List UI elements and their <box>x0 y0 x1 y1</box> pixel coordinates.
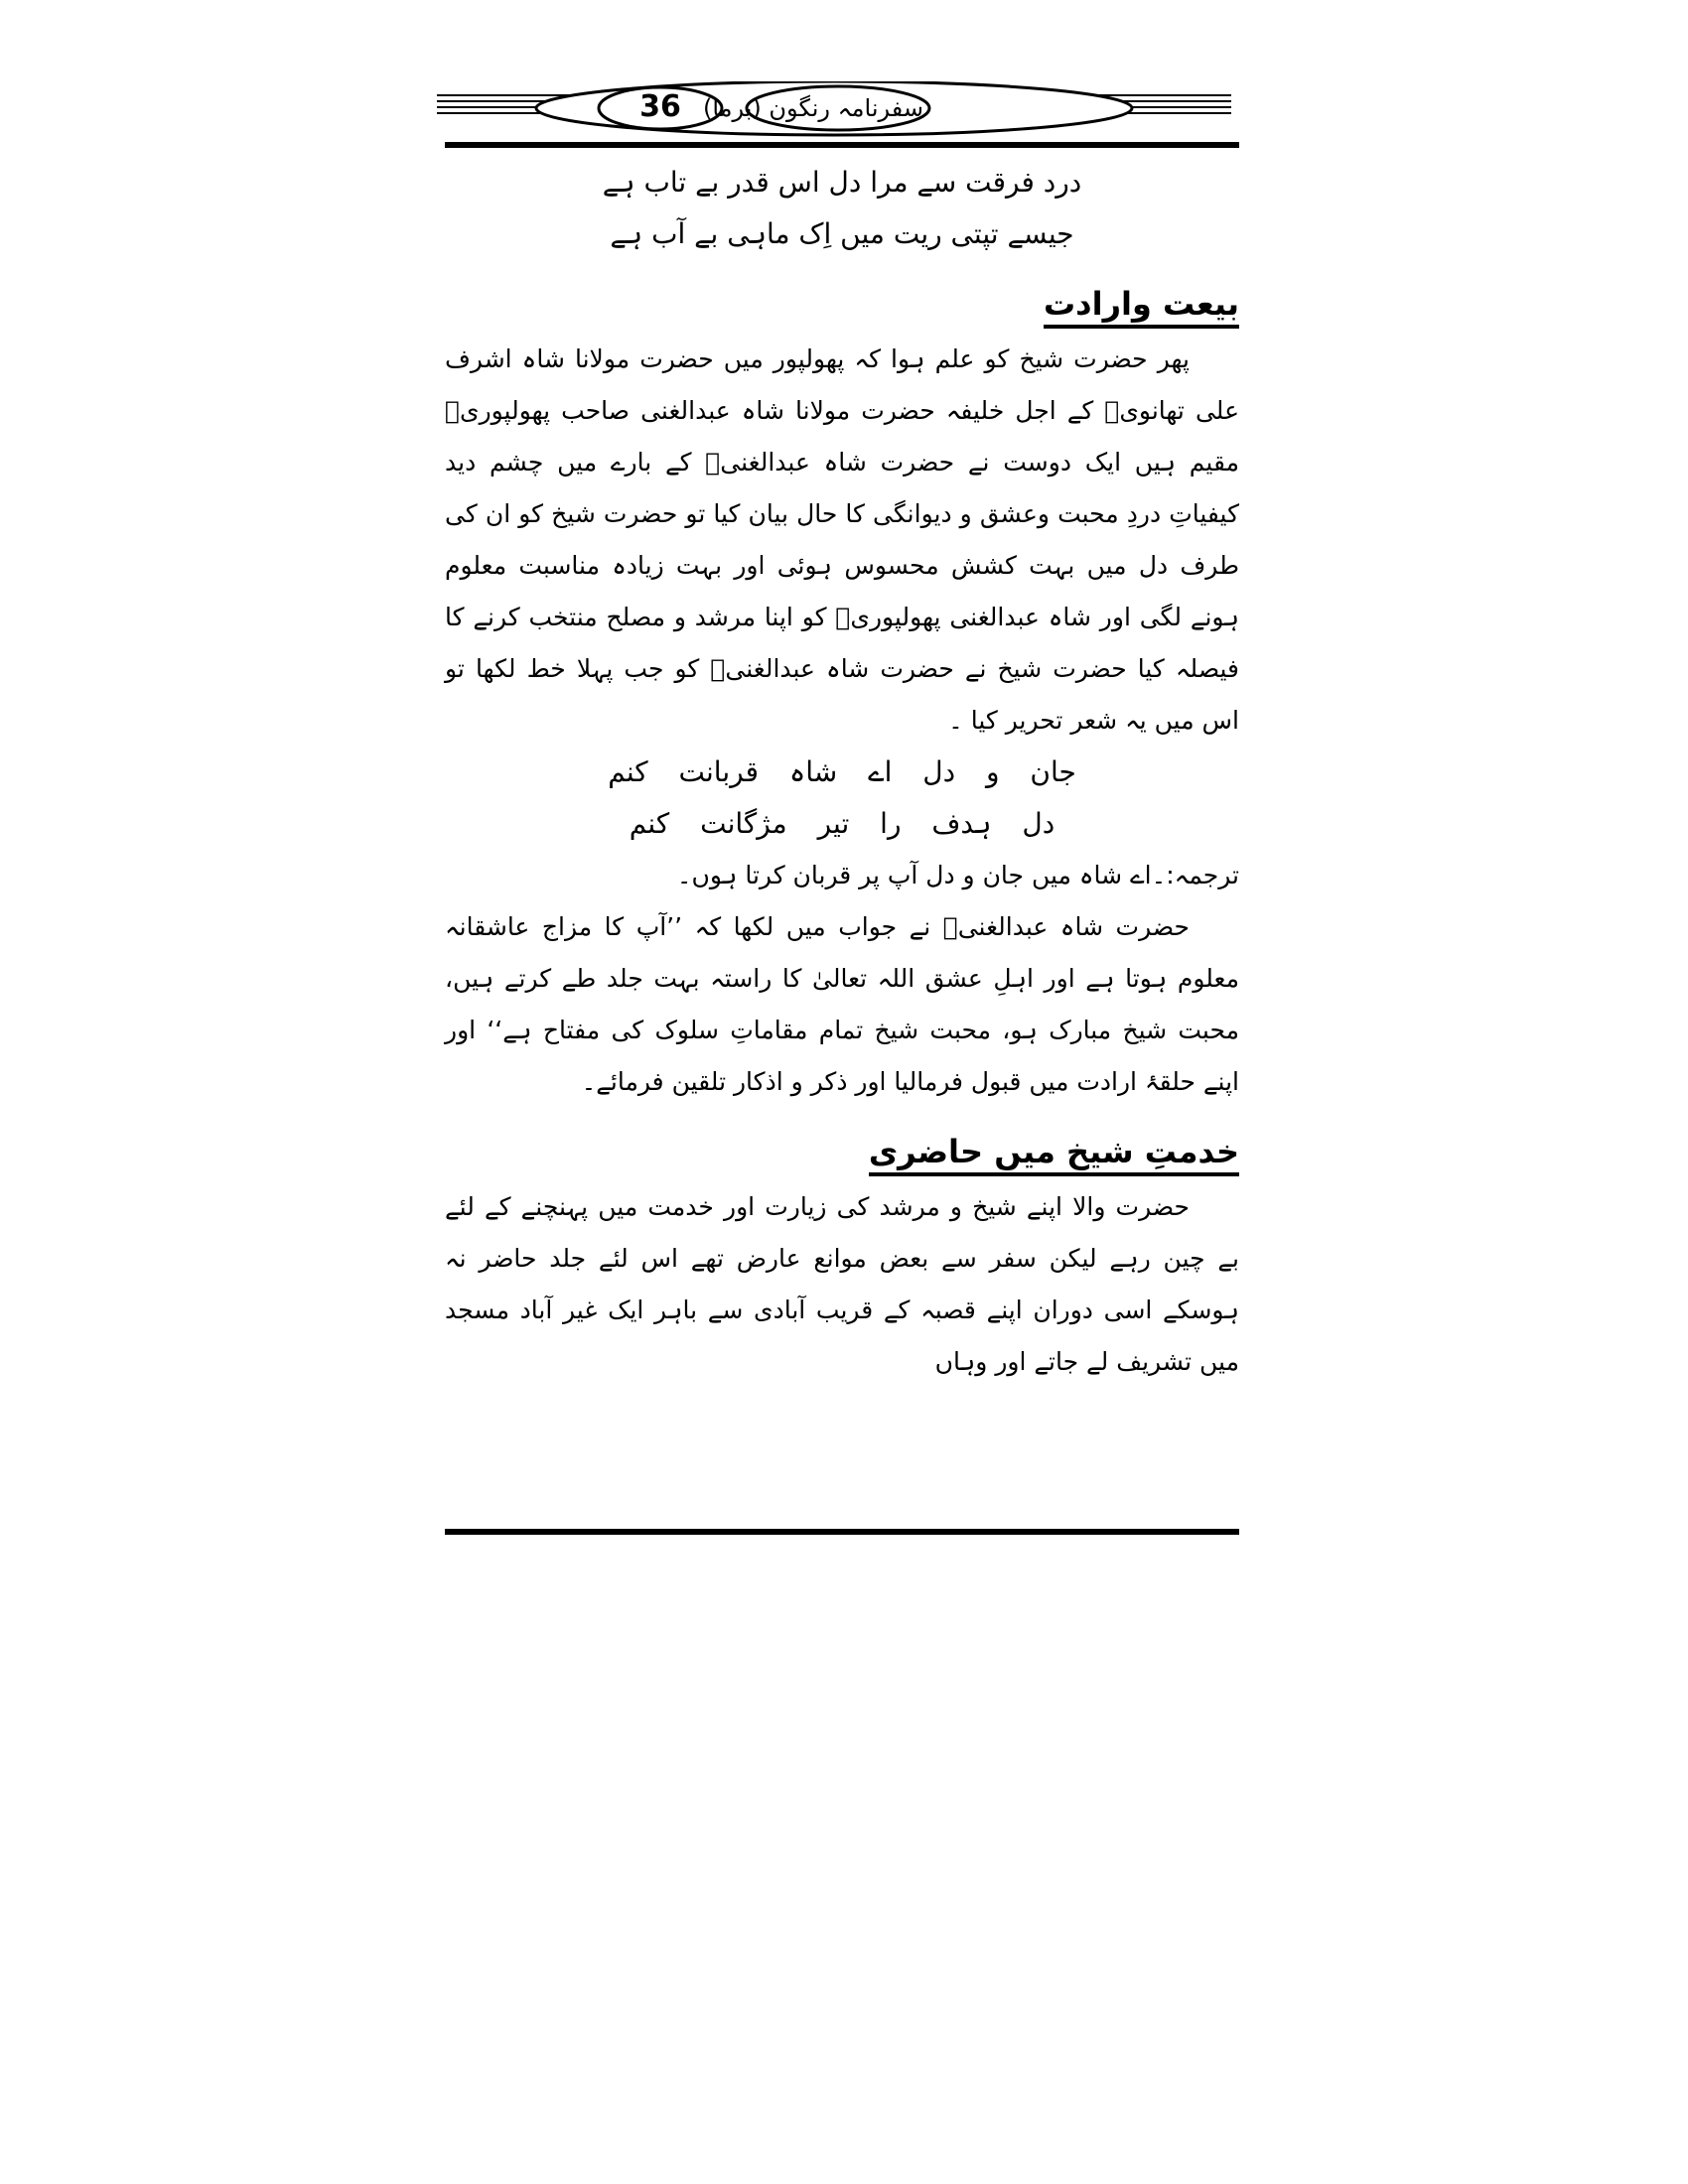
paragraph-bayat: پھر حضرت شیخ کو علم ہوا کہ پھولپور میں حضرت مولانا شاہ اشرف علی تھانویؒ کے اجل خلیفہ حضرت مولانا شاہ عبدالغنی صاحب پھولپوریؒ مقیم ہیں ایک دوست نے حضرت شاہ عبدالغنیؒ کے بارے میں چشم دید کیفیاتِ دردِ محبت وعشق و دیوانگی کا حال بیان کیا تو حضرت شیخ کو ان کی طرف دل میں بہت کشش محسوس ہوئی اور بہت زیادہ مناسبت معلوم ہونے لگی اور شاہ عبدالغنی پھولپوریؒ کو اپنا مرشد و مصلح منتخب کرنے کا فیصلہ کیا حضرت شیخ نے حضرت شاہ عبدالغنیؒ کو جب پہلا خط لکھا تو اس میں یہ شعر تحریر کیا ۔ <box>445 344 1239 735</box>
opening-verse-line-1: درد فرقت سے مرا دل اس قدر بے تاب ہے <box>602 166 1082 199</box>
persian-verse-line-1: جان و دل اے شاہ قربانت کنم <box>608 755 1076 788</box>
opening-verse-line-2: جیسے تپتی ریت میں اِک ماہی بے آب ہے <box>610 217 1074 250</box>
book-title: سفرنامہ رنگون (برما) <box>702 94 923 122</box>
header-rule <box>445 142 1239 148</box>
paragraph-khidmat: حضرت والا اپنے شیخ و مرشد کی زیارت اور خدمت میں پہنچنے کے لئے بے چین رہے لیکن سفر سے بعض موانع عارض تھے اس لئے جلد حاضر نہ ہوسکے اسی دوران اپنے قصبہ کے قریب آبادی سے باہر ایک غیر آباد مسجد میں تشریف لے جاتے اور وہاں <box>445 1192 1239 1376</box>
verse-translation: ترجمہ:۔اے شاہ میں جان و دل آپ پر قربان کرتا ہوں۔ <box>676 861 1239 889</box>
section-heading-bayat-text: بیعت وارادت <box>1044 285 1239 329</box>
running-header <box>437 81 1231 141</box>
footer-rule <box>445 1529 1239 1535</box>
persian-verse-line-2: دل ہدف را تیر مژگانت کنم <box>629 807 1055 840</box>
page-body <box>445 157 1239 1388</box>
section-heading-bayat <box>445 278 1239 334</box>
paragraph-reply: حضرت شاہ عبدالغنیؒ نے جواب میں لکھا کہ ’’آپ کا مزاج عاشقانہ معلوم ہوتا ہے اور اہلِ عشق اللہ تعالیٰ کا راستہ بہت جلد طے کرتے ہیں، محبت شیخ مبارک ہو، محبت شیخ تمام مقاماتِ سلوک کی مفتاح ہے‘‘ اور اپنے حلقۂ ارادت میں قبول فرمالیا اور ذکر و اذکار تلقین فرمائے۔ <box>445 912 1239 1096</box>
section-heading-khidmat <box>445 1126 1239 1181</box>
page-number: 36 <box>639 89 681 124</box>
section-heading-khidmat-text: خدمتِ شیخ میں حاضری <box>869 1133 1239 1176</box>
